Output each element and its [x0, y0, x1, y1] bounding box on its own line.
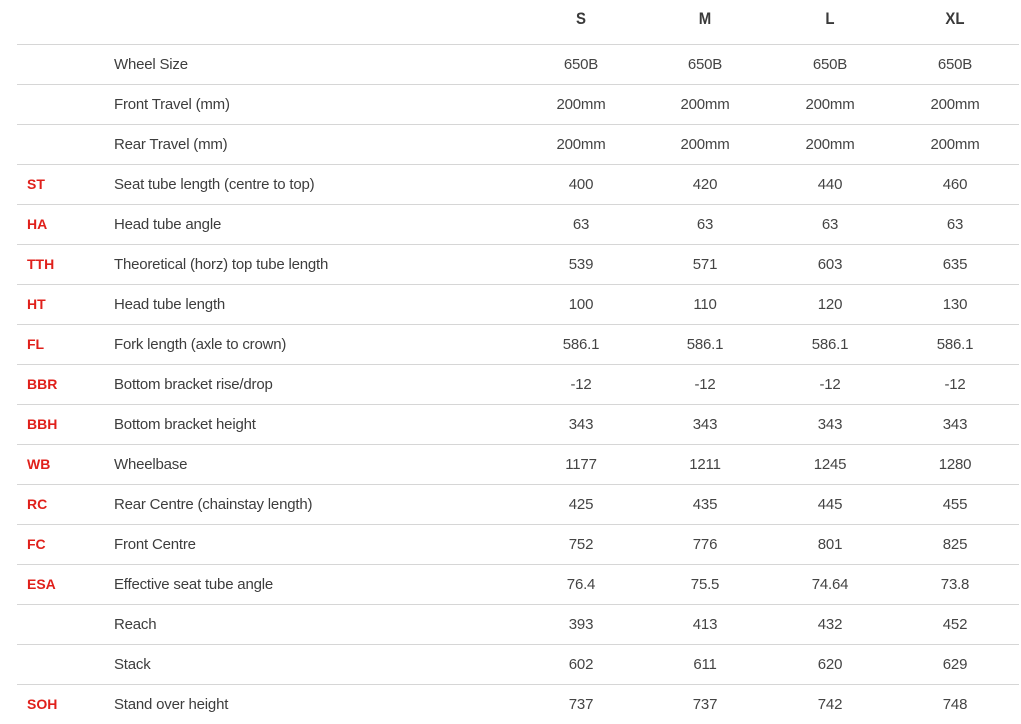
table-row	[17, 204, 1019, 244]
size-value-s: 650B	[563, 56, 599, 73]
size-value-s: 76.4	[566, 576, 596, 593]
size-value-m: 200mm	[680, 96, 730, 113]
size-value-xl: 455	[942, 496, 968, 513]
row-label: Front Centre	[114, 536, 196, 553]
size-header-row	[0, 0, 1021, 44]
row-label: Fork length (axle to crown)	[114, 336, 287, 353]
table-row	[17, 404, 1019, 444]
row-label: Head tube length	[114, 296, 226, 313]
size-value-xl: -12	[944, 376, 966, 393]
size-value-s: 100	[568, 296, 594, 313]
size-header-xl: XL	[945, 9, 965, 28]
table-row	[17, 44, 1019, 84]
size-header-s: S	[576, 9, 586, 28]
size-value-s: 425	[568, 496, 594, 513]
size-value-m: 63	[696, 216, 714, 233]
table-row	[17, 364, 1019, 404]
row-abbreviation: BBR	[27, 376, 58, 392]
size-value-l: 120	[817, 296, 843, 313]
size-value-m: 611	[693, 656, 717, 673]
size-value-m: 200mm	[680, 136, 730, 153]
size-value-m: 737	[692, 696, 718, 713]
size-value-l: 200mm	[805, 96, 855, 113]
row-label: Rear Travel (mm)	[114, 136, 228, 153]
size-header-l: L	[825, 9, 835, 28]
row-abbreviation: FC	[27, 536, 46, 552]
size-value-m: 75.5	[690, 576, 720, 593]
size-value-xl: 200mm	[930, 96, 980, 113]
size-value-xl: 1280	[938, 456, 972, 473]
size-value-l: 650B	[812, 56, 848, 73]
size-value-xl: 748	[942, 696, 968, 713]
size-value-s: 539	[568, 256, 594, 273]
row-label: Reach	[114, 616, 157, 633]
row-abbreviation: HT	[27, 296, 46, 312]
row-label: Front Travel (mm)	[114, 96, 230, 113]
size-value-l: 586.1	[811, 336, 849, 353]
size-value-m: 586.1	[686, 336, 724, 353]
size-value-m: 776	[692, 536, 718, 553]
size-value-xl: 452	[942, 616, 968, 633]
size-value-s: 586.1	[562, 336, 600, 353]
row-abbreviation: WB	[27, 456, 51, 472]
size-value-s: -12	[570, 376, 592, 393]
size-header-m: M	[698, 9, 712, 28]
table-row	[17, 84, 1019, 124]
table-row	[17, 484, 1019, 524]
geometry-rows	[0, 44, 1021, 724]
row-label: Wheelbase	[114, 456, 188, 473]
size-value-s: 737	[568, 696, 594, 713]
row-abbreviation: ST	[27, 176, 45, 192]
size-value-xl: 460	[942, 176, 968, 193]
size-value-s: 200mm	[556, 136, 606, 153]
size-value-xl: 63	[946, 216, 964, 233]
size-value-s: 343	[568, 416, 594, 433]
row-abbreviation: HA	[27, 216, 48, 232]
size-value-m: 420	[692, 176, 718, 193]
size-value-xl: 343	[942, 416, 968, 433]
size-value-xl: 73.8	[940, 576, 970, 593]
table-row	[17, 684, 1019, 724]
size-value-l: 742	[817, 696, 843, 713]
size-value-l: 63	[821, 216, 839, 233]
size-value-l: 200mm	[805, 136, 855, 153]
row-label: Bottom bracket height	[114, 416, 256, 433]
size-value-s: 63	[572, 216, 590, 233]
row-abbreviation: RC	[27, 496, 48, 512]
row-abbreviation: FL	[27, 336, 45, 352]
size-value-l: 432	[817, 616, 843, 633]
size-value-l: 74.64	[811, 576, 849, 593]
size-value-xl: 586.1	[936, 336, 974, 353]
size-value-m: 413	[692, 616, 718, 633]
table-row	[17, 284, 1019, 324]
size-value-l: 343	[817, 416, 843, 433]
size-value-l: -12	[819, 376, 841, 393]
size-value-l: 620	[817, 656, 843, 673]
size-value-l: 445	[817, 496, 843, 513]
size-value-xl: 635	[942, 256, 968, 273]
row-label: Theoretical (horz) top tube length	[114, 256, 329, 273]
size-value-m: 571	[692, 256, 718, 273]
table-row	[17, 604, 1019, 644]
table-row	[17, 444, 1019, 484]
size-value-s: 602	[568, 656, 594, 673]
size-value-s: 200mm	[556, 96, 606, 113]
row-label: Stand over height	[114, 696, 229, 713]
table-row	[17, 564, 1019, 604]
row-label: Seat tube length (centre to top)	[114, 176, 315, 193]
size-value-s: 752	[568, 536, 594, 553]
table-row	[17, 644, 1019, 684]
table-row	[17, 524, 1019, 564]
size-value-xl: 629	[942, 656, 968, 673]
size-value-l: 801	[817, 536, 843, 553]
row-label: Effective seat tube angle	[114, 576, 274, 593]
size-value-m: -12	[694, 376, 716, 393]
size-value-l: 603	[817, 256, 843, 273]
size-value-s: 1177	[565, 456, 597, 473]
table-row	[17, 164, 1019, 204]
table-row	[17, 124, 1019, 164]
size-value-s: 400	[568, 176, 594, 193]
row-label: Bottom bracket rise/drop	[114, 376, 273, 393]
size-value-xl: 130	[942, 296, 968, 313]
row-abbreviation: TTH	[27, 256, 55, 272]
row-label: Stack	[114, 656, 151, 673]
size-value-m: 110	[693, 296, 717, 313]
size-value-l: 440	[817, 176, 843, 193]
size-value-s: 393	[568, 616, 594, 633]
size-value-xl: 200mm	[930, 136, 980, 153]
row-label: Head tube angle	[114, 216, 222, 233]
table-row	[17, 244, 1019, 284]
row-abbreviation: SOH	[27, 696, 58, 712]
row-abbreviation: BBH	[27, 416, 58, 432]
size-value-xl: 650B	[937, 56, 973, 73]
row-abbreviation: ESA	[27, 576, 56, 592]
size-value-m: 1211	[689, 456, 721, 473]
size-value-m: 435	[692, 496, 718, 513]
table-row	[17, 324, 1019, 364]
size-value-m: 650B	[687, 56, 723, 73]
row-label: Rear Centre (chainstay length)	[114, 496, 313, 513]
row-label: Wheel Size	[114, 56, 188, 73]
size-value-l: 1245	[813, 456, 847, 473]
size-value-xl: 825	[942, 536, 968, 553]
size-value-m: 343	[692, 416, 718, 433]
